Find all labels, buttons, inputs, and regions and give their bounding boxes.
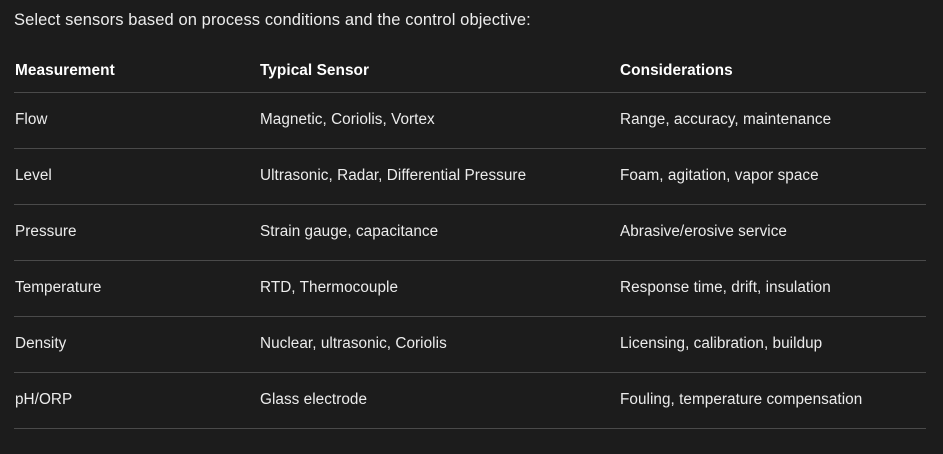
cell-considerations: Licensing, calibration, buildup: [619, 316, 926, 372]
cell-measurement: Density: [14, 316, 259, 372]
table-row: [14, 148, 926, 204]
cell-measurement: pH/ORP: [14, 372, 259, 428]
table-row: [14, 260, 926, 316]
table-row: [14, 204, 926, 260]
cell-measurement: Pressure: [14, 204, 259, 260]
cell-considerations: Fouling, temperature compensation: [619, 372, 926, 428]
cell-considerations: Range, accuracy, maintenance: [619, 92, 926, 148]
cell-measurement: Flow: [14, 92, 259, 148]
cell-measurement: Level: [14, 148, 259, 204]
cell-considerations: Response time, drift, insulation: [619, 260, 926, 316]
cell-typical-sensor: RTD, Thermocouple: [259, 260, 619, 316]
cell-typical-sensor: Strain gauge, capacitance: [259, 204, 619, 260]
table-row: [14, 92, 926, 148]
cell-considerations: Abrasive/erosive service: [619, 204, 926, 260]
cell-typical-sensor: Nuclear, ultrasonic, Coriolis: [259, 316, 619, 372]
cell-measurement: Temperature: [14, 260, 259, 316]
intro-text: Select sensors based on process conditions and the control objective:: [14, 11, 531, 29]
cell-considerations: Foam, agitation, vapor space: [619, 148, 926, 204]
cell-typical-sensor: Magnetic, Coriolis, Vortex: [259, 92, 619, 148]
cell-typical-sensor: Glass electrode: [259, 372, 619, 428]
table-header-row: [14, 50, 926, 92]
sensor-selection-table: [14, 50, 926, 429]
cell-typical-sensor: Ultrasonic, Radar, Differential Pressure: [259, 148, 619, 204]
column-header-typical-sensor: Typical Sensor: [259, 50, 619, 92]
table-row: [14, 316, 926, 372]
column-header-measurement: Measurement: [14, 50, 259, 92]
table-row: [14, 372, 926, 428]
column-header-considerations: Considerations: [619, 50, 926, 92]
